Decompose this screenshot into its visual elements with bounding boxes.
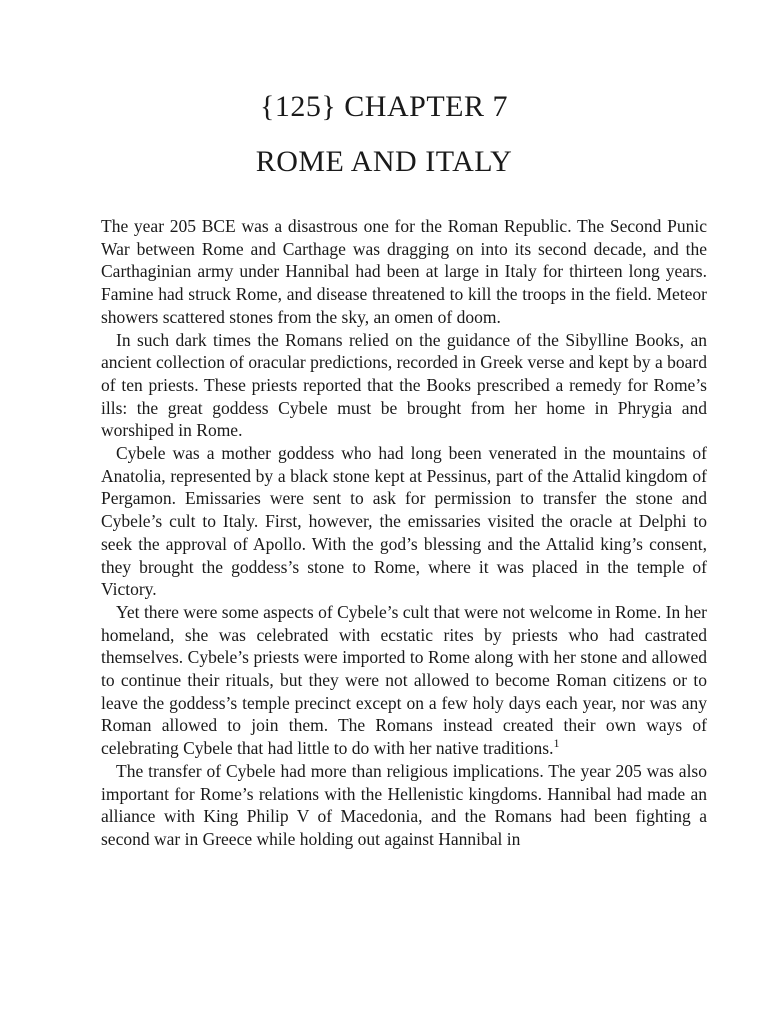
chapter-body-text — [101, 215, 707, 851]
paragraph-3: Cybele was a mother goddess who had long been venerated in the mountains of Anatolia, represented by a black stone kept at Pessinus, part of the Attalid kingdom of Pergamon. Emissaries were sent to ask for permission to transfer the stone and Cybele’s cult to Italy. First, however, the emissaries visited the oracle at Delphi to seek the approval of Apollo. With the god’s blessing and the Attalid king’s consent, they brought the goddess’s stone to Rome, where it was placed in the temple of Victory. — [101, 443, 707, 600]
paragraph-2: In such dark times the Romans relied on the guidance of the Sibylline Books, an ancient collection of oracular predictions, recorded in Greek verse and kept by a board of ten priests. These priests reported that the Books prescribed a remedy for Rome’s ills: the great goddess Cybele must be brought from her home in Phrygia and worshiped in Rome. — [101, 329, 707, 441]
chapter-title-heading: ROME AND ITALY — [255, 145, 513, 178]
chapter-number-heading: {125} CHAPTER 7 — [260, 90, 508, 123]
paragraph-5: The transfer of Cybele had more than religious implications. The year 205 was also important for Rome’s relations with the Hellenistic kingdoms. Hannibal had made an alliance with King Philip V of Macedonia, and the Romans had been fighting a second war in Greece while holding out against Hannibal in — [101, 760, 707, 849]
paragraph-4-text: Yet there were some aspects of Cybele’s cult that were not welcome in Rome. In her homeland, she was celebrated with ecstatic rites by priests who had castrated themselves. Cybele’s priests were imported to Rome along with her stone and allowed to continue their rituals, but they were not allowed to become Roman citizens or to leave the goddess’s temple precinct except on a few holy days each year, nor was any Roman allowed to join them. The Romans instead created their own ways of celebrating Cybele that had little to do with her native traditions. — [101, 601, 707, 759]
paragraph-4 — [101, 601, 707, 760]
footnote-reference-1[interactable]: 1 — [553, 736, 560, 751]
paragraph-1: The year 205 BCE was a disastrous one for the Roman Republic. The Second Punic War between Rome and Carthage was dragging on into its second decade, and the Carthaginian army under Hannibal had been at large in Italy for thirteen long years. Famine had struck Rome, and disease threatened to kill the troops in the field. Meteor showers scattered stones from the sky, an omen of doom. — [101, 216, 707, 327]
